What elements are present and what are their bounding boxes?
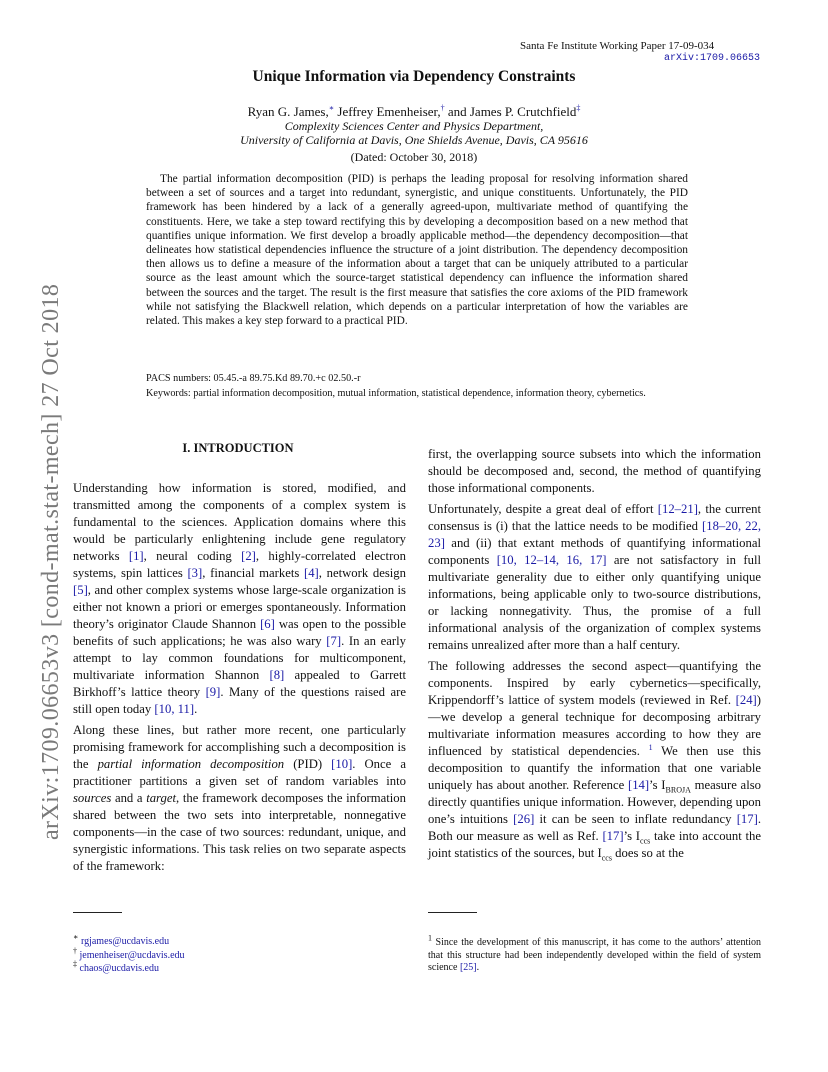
intro-paragraph-continued: first, the overlapping source subsets into which the information should be decomposed and, second, the method of quantifying those informational components. bbox=[428, 447, 761, 495]
citation-link[interactable]: [14] bbox=[627, 778, 650, 792]
footnote-email-1 bbox=[73, 932, 185, 949]
text-run: We then use this decomposition to quantify the information that one variable uniquely has about another. Reference bbox=[428, 744, 761, 792]
text-run: Unfortunately, despite a great deal of effort bbox=[428, 502, 658, 516]
footnote-mark: ∗ bbox=[73, 932, 79, 942]
text-run: does so at the bbox=[611, 846, 684, 860]
arxiv-sidebar-stamp: arXiv:1709.06653v3 [cond-mat.stat-mech] 27 Oct 2018 bbox=[38, 283, 64, 840]
footnote-text: Since the development of this manuscript, it has come to the authors’ attention that this structure had been independently developed within the field of system science bbox=[428, 937, 761, 973]
text-run: measure also directly quantifies unique information. However, depending upon one’s intuitions bbox=[428, 778, 761, 826]
text-run: . Both our measure as well as Ref. bbox=[428, 812, 761, 843]
footnote-email-3 bbox=[73, 959, 185, 976]
citation-link[interactable]: [5] bbox=[73, 583, 88, 597]
text-run: it can be seen to inflate redundancy bbox=[534, 812, 737, 826]
citation-link[interactable]: [1] bbox=[128, 549, 144, 563]
footnote-mark: ‡ bbox=[73, 959, 77, 969]
email-link[interactable]: jemenheiser@ucdavis.edu bbox=[79, 949, 185, 961]
citation-link[interactable]: [24] bbox=[735, 693, 757, 707]
citation-link[interactable]: [8] bbox=[269, 668, 285, 682]
date-line: (Dated: October 30, 2018) bbox=[350, 150, 478, 164]
text-run: was open to the possible benefits of such applications; he was also wary bbox=[73, 617, 406, 648]
text-run: Along these lines, but rather more recent, one particularly promising framework for accomplishing such a decomposition is the bbox=[73, 723, 406, 771]
citation-link[interactable]: [12–21] bbox=[657, 502, 698, 516]
emphasis: target bbox=[146, 791, 177, 805]
citation-link[interactable]: [10, 12–14, 16, 17] bbox=[496, 553, 607, 567]
footnote-mark: 1 bbox=[428, 933, 432, 943]
intro-paragraph-4 bbox=[428, 658, 761, 862]
intro-paragraph-1 bbox=[73, 480, 406, 718]
text-run: . Many of the questions raised are still open today bbox=[73, 685, 406, 716]
paper-title: Unique Information via Dependency Constraints bbox=[252, 68, 576, 85]
text-run: take into account the joint statistics of the sources, but I bbox=[428, 829, 761, 860]
intro-paragraph-2 bbox=[73, 722, 406, 875]
footnote-rule-right bbox=[428, 912, 477, 913]
emphasis: sources bbox=[73, 791, 112, 805]
author-list bbox=[0, 104, 828, 120]
pacs-numbers: PACS numbers: 05.45.-a 89.75.Kd 89.70.+c 02.50.-r bbox=[146, 373, 361, 384]
intro-paragraph-3 bbox=[428, 501, 761, 654]
text-run: , neural coding bbox=[143, 549, 242, 563]
section-heading-introduction: I. INTRODUCTION bbox=[182, 441, 294, 455]
text-run: . bbox=[194, 702, 198, 716]
left-column bbox=[73, 480, 406, 875]
footnote-email-2 bbox=[73, 946, 185, 963]
footnote-mark-link[interactable]: 1 bbox=[648, 742, 653, 752]
text-run: . In an early attempt to lay common foundations for multicomponent, multivariate information Shannon bbox=[73, 634, 407, 682]
subscript: BROJA bbox=[665, 785, 691, 795]
text-run: , highly-correlated electron systems, spin lattices bbox=[73, 549, 406, 580]
subscript: ccs bbox=[601, 853, 612, 863]
citation-link[interactable]: [6] bbox=[260, 617, 275, 631]
keywords: Keywords: partial information decomposition, mutual information, statistical dependence, information theory, cybernetics. bbox=[146, 388, 646, 399]
emphasis: partial information decomposition bbox=[97, 757, 285, 771]
author-mark-2[interactable]: † bbox=[440, 103, 445, 113]
citation-link[interactable]: [17] bbox=[736, 812, 758, 826]
citation-link[interactable]: [7] bbox=[326, 634, 342, 648]
text-run: and a bbox=[111, 791, 147, 805]
citation-link[interactable]: [25] bbox=[459, 962, 477, 973]
citation-link[interactable]: [9] bbox=[205, 685, 221, 699]
text-run: , and other complex systems whose large-scale organization is either not known a priori or emerges spontaneously. Information theory’s originator Claude Shannon bbox=[73, 583, 406, 631]
text-run: ’s I bbox=[623, 829, 641, 843]
text-run: and (ii) that extant methods of quantifying informational components bbox=[428, 536, 761, 567]
text-run: (PID) bbox=[284, 757, 332, 771]
text-run: , network design bbox=[318, 566, 406, 580]
abstract: The partial information decomposition (PID) is perhaps the leading proposal for resolving information shared between a set of sources and a target into redundant, synergistic, and unique constituents. Unfortunately, the PID framework has been hindered by a lack of a generally agreed-upon, multivariate method of quantifying the constituents. Here, we take a step toward rectifying this by developing a decomposition based on a new method that quantifies unique information. We first develop a broadly applicable method—the dependency decomposition—that delineates how statistical dependencies influence the structure of a joint distribution. The dependency decomposition then allows us to define a measure of the information about a target that can be uniquely attributed to a particular source as the least amount which the source-target statistical dependency can influence the information shared between the sources and the target. The result is the first measure that satisfies the core axioms of the PID framework while not satisfying the Blackwell relation, which depends on a particular interpretation of how the variables are related. This makes a key step forward to a practical PID. bbox=[146, 173, 688, 328]
text-run: Understanding how information is stored, modified, and transmitted among the components of a complex system is fundamental to the sciences. Application domains where this would be particularly enlightening include gene regulatory networks bbox=[73, 481, 406, 563]
subscript: ccs bbox=[640, 836, 651, 846]
citation-link[interactable]: [10] bbox=[331, 757, 353, 771]
email-link[interactable]: chaos@ucdavis.edu bbox=[79, 963, 159, 974]
citation-link[interactable]: [3] bbox=[187, 566, 203, 580]
text-run: . bbox=[476, 962, 480, 973]
author-james: Ryan G. James, bbox=[247, 104, 329, 119]
citation-link[interactable]: [18–20, 22, 23] bbox=[428, 519, 761, 550]
footnote-1 bbox=[428, 933, 761, 975]
author-mark-3[interactable]: ‡ bbox=[576, 103, 581, 113]
author-crutchfield: and James P. Crutchfield bbox=[447, 104, 577, 119]
working-paper-label: Santa Fe Institute Working Paper 17-09-034 bbox=[520, 40, 715, 52]
text-run: , the current consensus is (i) that the lattice needs to be modified bbox=[428, 502, 761, 533]
text-run: ’s I bbox=[649, 778, 666, 792]
author-mark-1[interactable]: ∗ bbox=[328, 103, 335, 113]
text-run: The following addresses the second aspect—quantifying the components. Inspired by early cybernetics—specifically, Krippendorff’s lattice of system models (reviewed in Ref. bbox=[428, 659, 761, 707]
text-run: , financial markets bbox=[202, 566, 304, 580]
citation-link[interactable]: [10, 11] bbox=[154, 702, 195, 716]
affiliation-line-2: University of California at Davis, One Shields Avenue, Davis, CA 95616 bbox=[240, 133, 588, 147]
citation-link[interactable]: [4] bbox=[303, 566, 319, 580]
affiliation-line-1: Complexity Sciences Center and Physics Department, bbox=[284, 119, 544, 133]
author-emenheiser: Jeffrey Emenheiser, bbox=[337, 104, 441, 119]
citation-link[interactable]: [26] bbox=[513, 812, 535, 826]
text-run: . Once a practitioner partitions a given set of random variables into bbox=[73, 757, 406, 788]
footnote-rule-left bbox=[73, 912, 122, 913]
text-run: , the framework decomposes the information shared between the two sets into interpretable, nonnegative components—in the case of two sources: redundant, unique, and synergistic informations. This task relies on two separate aspects of the framework: bbox=[73, 791, 406, 873]
right-column bbox=[428, 446, 761, 862]
citation-link[interactable]: [17] bbox=[602, 829, 624, 843]
text-run: )—we develop a general technique for decomposing arbitrary multivariate information measures according to how they are influenced by statistical dependencies. bbox=[428, 693, 761, 758]
affiliation bbox=[0, 119, 828, 147]
email-link[interactable]: rgjames@ucdavis.edu bbox=[80, 936, 170, 947]
citation-link[interactable]: [2] bbox=[241, 549, 256, 563]
arxiv-id-link[interactable]: arXiv:1709.06653 bbox=[663, 53, 760, 64]
footnote-mark: † bbox=[73, 946, 77, 956]
text-run: appealed to Garrett Birkhoff’s lattice theory bbox=[73, 668, 406, 699]
author-email-footnotes bbox=[73, 932, 185, 976]
text-run: are not satisfactory in full multivariate generality due to either only quantifying unique informations, being applicable only to two-source distributions, or lacking nonnegativity. Thus, the promise of a full informational analysis of the organization of complex systems remains unrealized after more than a half century. bbox=[428, 553, 762, 652]
